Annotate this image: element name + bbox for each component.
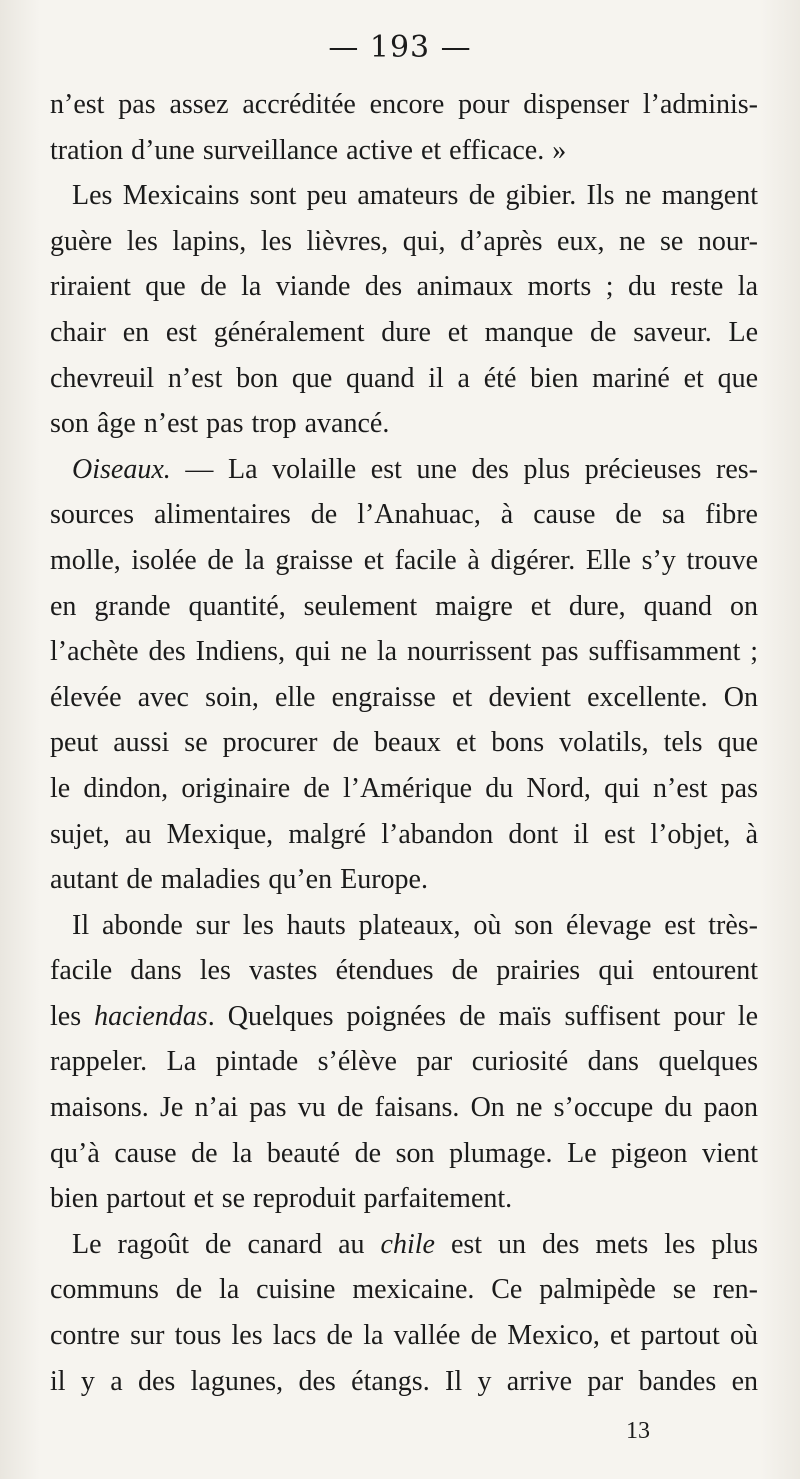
- text-fragment: les: [50, 1000, 82, 1032]
- text-line: tration d’une surveillance active et efficace. »: [50, 134, 567, 166]
- text-line: Il abonde sur les hauts plateaux, où son élevage est très-: [72, 909, 758, 941]
- text-fragment: Le ragoût de canard au: [72, 1228, 365, 1260]
- text-line: rappeler. La pintade s’élève par curiosité dans quelques: [50, 1046, 758, 1078]
- text-line: guère les lapins, les lièvres, qui, d’après eux, ne se nour-: [50, 225, 758, 257]
- body-text: [50, 82, 758, 1404]
- text-line: élevée avec soin, elle engraisse et devient excellente. On: [50, 681, 758, 713]
- text-line-oiseaux: [50, 447, 758, 493]
- text-fragment: est un des mets les plus: [450, 1228, 758, 1260]
- text-line: n’est pas assez accréditée encore pour dispenser l’adminis-: [50, 89, 758, 120]
- text-line: son âge n’est pas trop avancé.: [50, 408, 390, 440]
- text-line: il y a des lagunes, des étangs. Il y arrive par bandes en: [50, 1365, 758, 1397]
- text-line: sources alimentaires de l’Anahuac, à cause de sa fibre: [50, 499, 758, 531]
- text-line: contre sur tous les lacs de la vallée de Mexico, et partout où: [50, 1320, 758, 1352]
- text-line: communs de la cuisine mexicaine. Ce palmipède se ren-: [50, 1274, 758, 1306]
- text-line: qu’à cause de la beauté de son plumage. Le pigeon vient: [50, 1137, 758, 1169]
- text-line: riraient que de la viande des animaux morts ; du reste la: [50, 271, 758, 303]
- section-heading-oiseaux: Oiseaux.: [72, 453, 171, 485]
- text-fragment: — La volaille est une des plus précieuses res-: [185, 453, 758, 485]
- page-number: — 193 —: [328, 30, 472, 65]
- text-fragment: . Quelques poignées de maïs suffisent pour le: [207, 1000, 758, 1032]
- signature-mark: 13: [626, 1418, 650, 1444]
- text-line: bien partout et se reproduit parfaitement.: [50, 1183, 513, 1215]
- text-line: le dindon, originaire de l’Amérique du Nord, qui n’est pas: [50, 772, 758, 804]
- text-line: chair en est généralement dure et manque de saveur. Le: [50, 316, 758, 348]
- text-line: autant de maladies qu’en Europe.: [50, 864, 428, 896]
- text-line: en grande quantité, seulement maigre et dure, quand on: [50, 590, 758, 622]
- text-line: facile dans les vastes étendues de prairies qui entourent: [50, 955, 758, 987]
- text-line: maisons. Je n’ai pas vu de faisans. On ne s’occupe du paon: [50, 1092, 758, 1124]
- text-line: chevreuil n’est bon que quand il a été bien mariné et que: [50, 362, 758, 394]
- text-line: peut aussi se procurer de beaux et bons volatils, tels que: [50, 727, 758, 759]
- italic-chile: chile: [380, 1228, 435, 1260]
- text-line: molle, isolée de la graisse et facile à digérer. Elle s’y trouve: [50, 544, 758, 576]
- italic-haciendas: haciendas: [94, 1000, 208, 1032]
- text-line-chile: [50, 1222, 758, 1268]
- text-line: sujet, au Mexique, malgré l’abandon dont il est l’objet, à: [50, 818, 758, 850]
- text-line-haciendas: [50, 994, 758, 1040]
- text-line: Les Mexicains sont peu amateurs de gibier. Ils ne mangent: [72, 180, 758, 212]
- text-line: l’achète des Indiens, qui ne la nourrissent pas suffisamment ;: [50, 636, 758, 668]
